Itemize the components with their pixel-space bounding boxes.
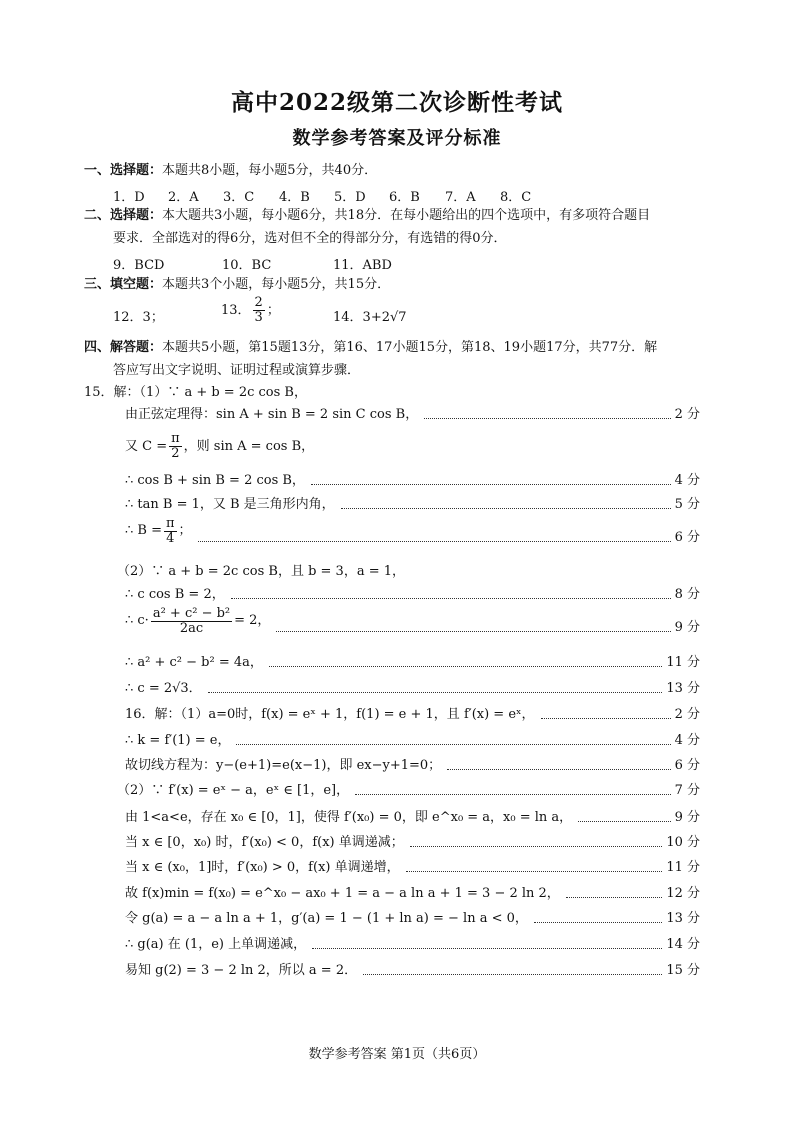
q15-step-5: ∴ B = $\frac{\pi}{4}$ ； 6 分 (125, 516, 700, 546)
q15-step-1: 由正弦定理得：sin A + sin B = 2 sin C cos B， 2 分 (125, 407, 700, 422)
q15-step-3: ∴ cos B + sin B = 2 cos B， 4 分 (125, 473, 700, 488)
q15-step-7: ∴ c· $\frac{\text{a² + c² − b²}}{2ac}$ = 2， 9 分 (125, 606, 700, 636)
section-fill-text: 本题共3个小题，每小题5分，共15分． (162, 277, 391, 292)
section-choice-text: 本题共8小题，每小题5分，共40分． (162, 163, 378, 178)
section-solve-text-2: 答应写出文字说明、证明过程或演算步骤． (113, 363, 361, 378)
q16-step-7: 当 x ∈ (x₀，1]时，f′(x₀) > 0，f(x) 单调递增， 11 分 (125, 860, 700, 875)
q16-step-8: 故 f(x)min = f(x₀) = e^x₀ − ax₀ + 1 = a − a ln a + 1 = 3 − 2 ln 2， 12 分 (125, 886, 700, 901)
section-fill (84, 277, 390, 293)
answer-7: 7．A (445, 190, 476, 205)
section-fill-heading: 三、填空题： (84, 277, 163, 292)
answer-5: 5．D (334, 190, 366, 205)
q15-step-4: ∴ tan B = 1，又 B 是三角形内角， 5 分 (125, 497, 700, 512)
q16-step-1: 16．解：（1）a=0时，f(x) = eˣ + 1，f(1) = e + 1，且 f′(x) = eˣ， 2 分 (125, 707, 700, 722)
q15-heading: 15．解：（1）∵ a + b = 2c cos B， (84, 385, 307, 400)
answer-14: 14．3+2√7 (333, 310, 407, 325)
answer-9: 9．BCD (113, 258, 165, 273)
answer-8: 8．C (500, 190, 532, 205)
q16-step-4: （2）∵ f′(x) = eˣ − a，eˣ ∈ [1，e]， 7 分 (117, 783, 700, 798)
section-choice-heading: 一、选择题： (84, 163, 163, 178)
q16-step-5: 由 1<a<e，存在 x₀ ∈ [0，1]，使得 f′(x₀) = 0，即 e^x₀ = a，x₀ = ln a， 9 分 (125, 810, 700, 825)
answer-11: 11．ABD (333, 258, 392, 273)
q16-step-10: ∴ g(a) 在 (1，e) 上单调递减， 14 分 (125, 937, 700, 952)
section-solve (84, 340, 657, 356)
section-choice (84, 163, 377, 179)
section-multi-text: 本大题共3小题，每小题6分，共18分．在每小题给出的四个选项中，有多项符合题目 (162, 208, 651, 223)
q15-step-6: ∴ c cos B = 2， 8 分 (125, 587, 700, 602)
answer-1: 1．D (113, 190, 145, 205)
q16-step-6: 当 x ∈ [0，x₀) 时，f′(x₀) < 0，f(x) 单调递减； 10 分 (125, 835, 700, 850)
answer-12: 12．3； (113, 310, 164, 325)
q15-part-2: （2）∵ a + b = 2c cos B，且 b = 3，a = 1， (117, 564, 405, 579)
page-footer: 数学参考答案 第1页（共6页） (308, 1047, 486, 1062)
answer-4: 4．B (279, 190, 310, 205)
section-multi-text-2: 要求．全部选对的得6分，选对但不全的得部分分，有选错的得0分． (113, 231, 507, 246)
section-multi-heading: 二、选择题： (84, 208, 163, 223)
answer-10: 10．BC (222, 258, 272, 273)
q15-step-8: ∴ a² + c² − b² = 4a， 11 分 (125, 655, 700, 670)
section-multi (84, 208, 650, 224)
q15-step-9: ∴ c = 2√3． 13 分 (125, 681, 700, 696)
q16-step-2: ∴ k = f′(1) = e， 4 分 (125, 733, 700, 748)
section-solve-text: 本题共5小题，第15题13分，第16、17小题15分，第18、19小题17分，共77分．解 (162, 340, 658, 355)
answer-6: 6．B (389, 190, 420, 205)
answer-3: 3．C (223, 190, 255, 205)
page-subtitle: 数学参考答案及评分标准 (292, 128, 502, 149)
answer-13: 13． $\frac{2}{3}$ ； (221, 295, 280, 325)
q16-step-9: 令 g(a) = a − a ln a + 1，g′(a) = 1 − (1 + ln a) = − ln a < 0， 13 分 (125, 911, 700, 926)
q15-step-2: 又 C = $\frac{\pi}{2}$ ，则 sin A = cos B， (125, 431, 315, 461)
page-title: 高中2022级第二次诊断性考试 (230, 89, 563, 116)
answer-2: 2．A (168, 190, 199, 205)
section-solve-heading: 四、解答题： (84, 340, 163, 355)
q16-step-11: 易知 g(2) = 3 − 2 ln 2，所以 a = 2． 15 分 (125, 963, 700, 978)
q16-step-3: 故切线方程为：y−(e+1)=e(x−1)，即 ex−y+1=0； 6 分 (125, 758, 700, 773)
